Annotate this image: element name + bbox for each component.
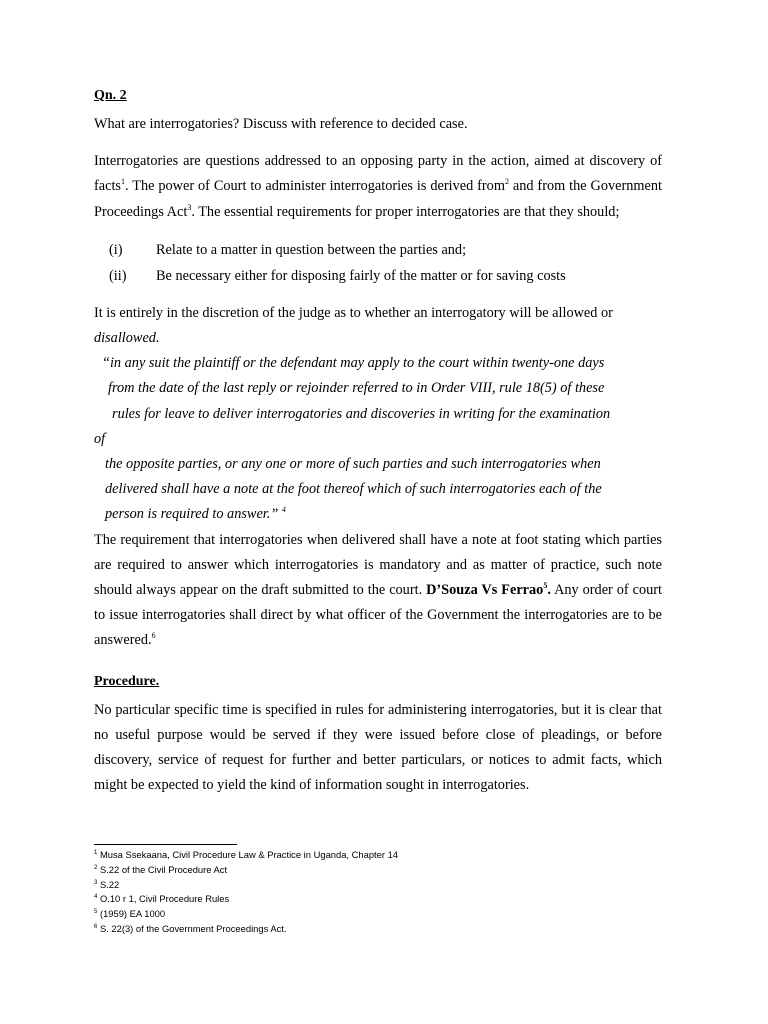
- footnotes: [94, 848, 398, 937]
- quote-line: the opposite parties, or any one or more of such parties and such interrogatories when: [105, 456, 601, 473]
- page-body: [94, 86, 662, 798]
- question-heading: Qn. 2: [94, 88, 127, 103]
- quote-line: person is required to answer.” $^4$: [105, 505, 286, 523]
- footnote-item: $^6$ S. 22(3) of the Government Proceedings Act.: [94, 922, 287, 934]
- quote-line: rules for leave to deliver interrogatories and discoveries in writing for the examination: [112, 405, 611, 422]
- question-text: What are interrogatories? Discuss with reference to decided case.: [94, 116, 468, 132]
- footnote-item: $^1$ Musa Ssekaana, Civil Procedure Law & Practice in Uganda, Chapter 14: [94, 849, 399, 860]
- procedure-paragraph: No particular specific time is specified in rules for administering interrogatories, but it is clear that no useful purpose would be served if they were issued before close of pleadings, or before discovery, service of request for further and better particulars, or notices to admit facts, which might be expected to yield the kind of information sought in interrogatories.: [94, 701, 662, 794]
- definition-paragraph: Interrogatories are questions addressed to an opposing party in the action, aimed at discovery of facts$^1$. The power of Court to administer interrogatories is derived from$^2$ and from the Government Proceedings Act$^3$. The essential requirements for proper interrogatories are that they should;: [94, 153, 662, 220]
- footnote-divider: [94, 844, 237, 845]
- requirements-list: [94, 237, 662, 289]
- footnote-ref-4: 4: [281, 505, 286, 515]
- footnote-item: $^5$ (1959) EA 1000: [94, 908, 166, 920]
- footnote-ref-6: 6: [151, 631, 156, 641]
- footnote-ref-3: 3: [187, 202, 192, 212]
- list-item: [94, 263, 662, 289]
- requirement-paragraph: The requirement that interrogatories when delivered shall have a note at foot stating which parties are required to answer which interrogatories is mandatory and as matter of practice, such note should always appear on the draft submitted to the court. D’Souza Vs Ferrao$^5$. Any order of court to issue interrogatories shall direct by what officer of the Government the interrogatories are to be answered.$^6$: [94, 531, 662, 649]
- list-item-text: Be necessary either for disposing fairly of the matter or for saving costs: [156, 267, 566, 284]
- footnote-ref-1: 1: [121, 177, 125, 187]
- list-item-number: (ii): [109, 267, 127, 284]
- discretion-paragraph: It is entirely in the discretion of the judge as to whether an interrogatory will be allowed or disallowed.: [94, 304, 613, 347]
- list-item-number: (i): [109, 241, 123, 258]
- list-item: [94, 237, 662, 263]
- footnote-item: $^4$ O.10 r 1, Civil Procedure Rules: [94, 893, 230, 905]
- footnote-item: $^2$ S.22 of the Civil Procedure Act: [94, 863, 228, 875]
- quote-line: from the date of the last reply or rejoinder referred to in Order VIII, rule 18(5) of these: [108, 380, 605, 397]
- quote-line: delivered shall have a note at the foot thereof which of such interrogatories each of the: [105, 481, 602, 498]
- procedure-heading: Procedure.: [94, 673, 160, 689]
- footnote-ref-2: 2: [504, 177, 509, 187]
- footnote-ref-5: 5: [543, 581, 548, 591]
- quote-line: of: [94, 430, 106, 447]
- quote-line: “in any suit the plaintiff or the defendant may apply to the court within twenty-one days: [102, 355, 605, 372]
- list-item-text: Relate to a matter in question between the parties and;: [156, 241, 467, 258]
- footnote-item: $^3$ S.22: [94, 878, 120, 890]
- case-citation: D’Souza Vs Ferrao$^5$.: [426, 581, 551, 599]
- rule-quotation: [94, 351, 662, 527]
